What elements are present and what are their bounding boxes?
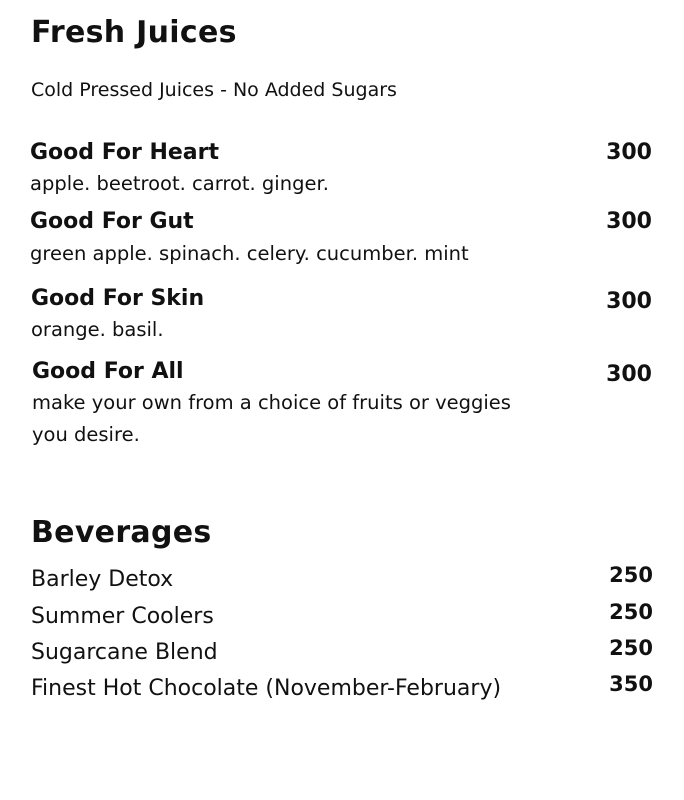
menu-item-name: Good For Heart: [30, 140, 219, 165]
menu-item-name: Good For Gut: [30, 209, 194, 234]
beverage-item-name: Sugarcane Blend: [31, 640, 218, 665]
fresh-juices-heading: Fresh Juices: [31, 15, 237, 50]
menu-item-description: green apple. spinach. celery. cucumber. mint: [30, 242, 469, 265]
menu-item-description: apple. beetroot. carrot. ginger.: [30, 172, 329, 195]
beverage-item-name: Summer Coolers: [31, 604, 214, 629]
beverage-item-price: 250: [609, 600, 653, 624]
menu-item-price: 300: [606, 140, 652, 165]
menu-item-description: make your own from a choice of fruits or veggies: [32, 391, 511, 414]
menu-item-description: orange. basil.: [31, 318, 164, 341]
menu-item-description: you desire.: [32, 423, 140, 446]
menu-item-name: Good For All: [32, 359, 184, 384]
menu-item-price: 300: [606, 289, 652, 314]
beverage-item-price: 250: [609, 636, 653, 660]
beverage-item-name: Barley Detox: [31, 567, 174, 592]
beverage-item-price: 250: [609, 563, 653, 587]
beverage-item-price: 350: [609, 672, 653, 696]
menu-item-name: Good For Skin: [31, 286, 205, 311]
menu-item-price: 300: [606, 209, 652, 234]
fresh-juices-subtitle: Cold Pressed Juices - No Added Sugars: [31, 79, 397, 101]
beverages-heading: Beverages: [31, 515, 212, 550]
beverage-item-name: Finest Hot Chocolate (November-February): [31, 676, 502, 701]
menu-item-price: 300: [606, 362, 652, 387]
